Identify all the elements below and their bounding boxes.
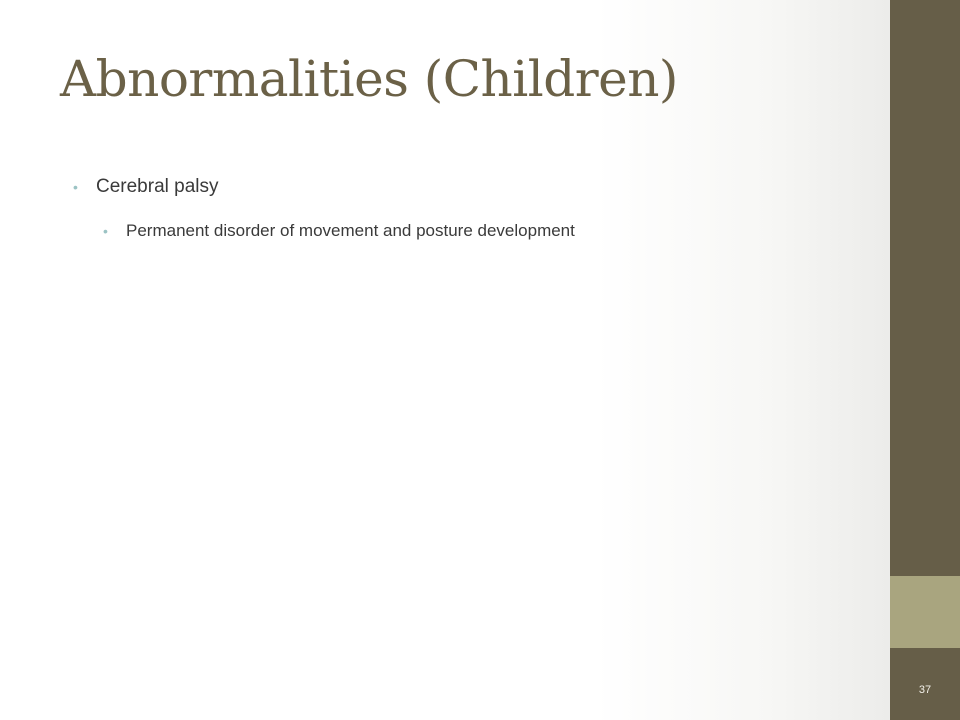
decorative-sidebar [890,0,960,720]
slide-title: Abnormalities (Children) [60,50,678,108]
sidebar-accent-band [890,576,960,648]
bullet-dot-icon: • [73,179,78,195]
slide-content [72,172,862,244]
bullet-text: Cerebral palsy [96,176,219,197]
sub-bullet-text: Permanent disorder of movement and posture development [126,221,575,240]
bullet-dot-icon: • [103,223,108,239]
slide-number: 37 [918,684,932,696]
bullet-item [72,172,862,202]
sub-bullet-item [72,218,862,244]
